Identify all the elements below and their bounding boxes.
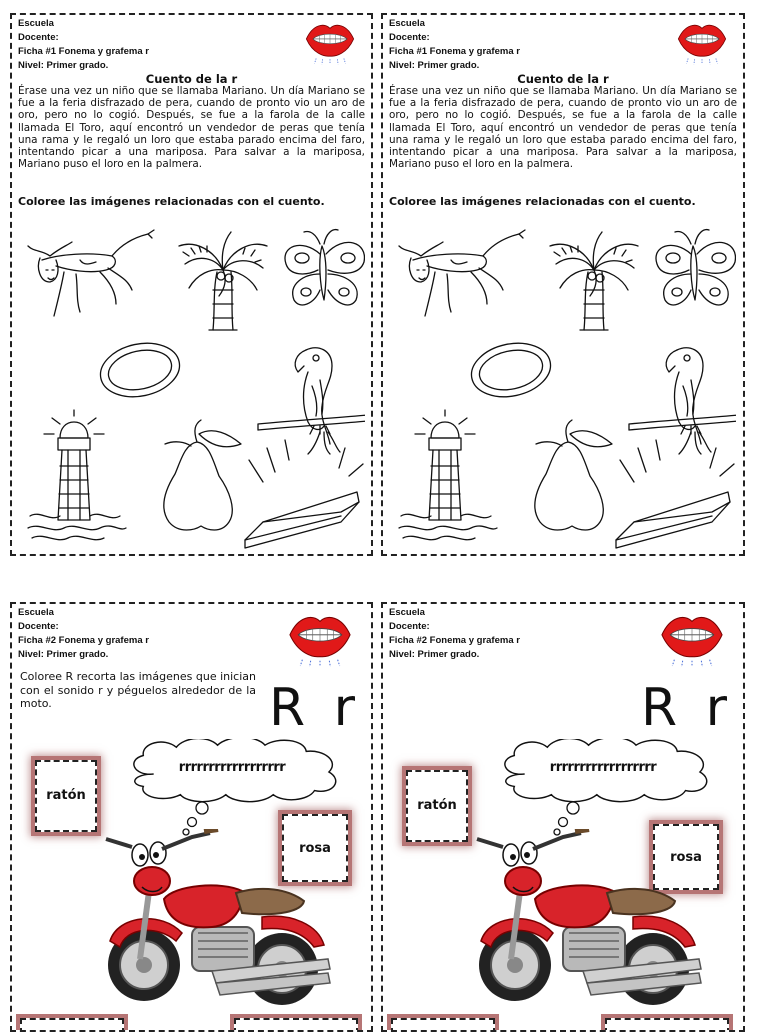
lips-icon [299, 21, 361, 65]
school-label: Escuela [389, 607, 425, 618]
worksheet-number: Ficha #1 Fonema y grafema r [389, 46, 520, 57]
school-label: Escuela [18, 18, 54, 29]
big-letters: R r [640, 678, 733, 738]
bottom-card-left[interactable] [391, 1018, 495, 1032]
thought-cloud [122, 739, 342, 799]
worksheet-number: Ficha #2 Fonema y grafema r [389, 635, 520, 646]
lips-icon [275, 612, 365, 668]
story-text: Érase una vez un niño que se llamaba Mariano. Un día Mariano se fue a la feria disfrazado de pera, cuando de pronto vio un aro de oro, pero no lo cogió. Después, se fue a la farola de la calle llamada El Toro, aquí encontró un vendedor de peras que tenía una rama y le regaló un loro que estaba parado encima del faro, intentando picar a una mariposa. Para salvar a la mariposa, Mariano puso el loro en la palmera. [389, 85, 737, 171]
school-label: Escuela [18, 607, 54, 618]
worksheet-3 [10, 602, 373, 1032]
worksheet-4 [381, 602, 745, 1032]
school-label: Escuela [389, 18, 425, 29]
grade-level: Nivel: Primer grado. [389, 60, 480, 71]
cloud-sound-text: rrrrrrrrrrrrrrrrrr [178, 760, 286, 775]
story-title: Cuento de la r [145, 72, 238, 86]
thought-cloud [493, 739, 713, 799]
worksheet-header [18, 606, 149, 662]
worksheet-header [389, 17, 520, 73]
story-illustrations [20, 220, 365, 550]
teacher-label: Docente: [18, 32, 59, 43]
motorcycle-icon [453, 829, 723, 1009]
grade-level: Nivel: Primer grado. [18, 649, 109, 660]
card-word: ratón [417, 798, 457, 813]
worksheet-number: Ficha #1 Fonema y grafema r [18, 46, 149, 57]
card-word: rosa [299, 840, 331, 856]
teacher-label: Docente: [389, 621, 430, 632]
worksheet-header [389, 606, 520, 662]
motorcycle-icon [82, 829, 352, 1009]
bottom-card-right[interactable] [605, 1018, 729, 1032]
raton-card[interactable] [35, 760, 97, 832]
coloring-pictures-icon [20, 220, 365, 550]
card-word: ratón [46, 788, 86, 803]
bottom-card-right[interactable] [234, 1018, 358, 1032]
bottom-card-left[interactable] [20, 1018, 124, 1032]
worksheet-header [18, 17, 149, 73]
grade-level: Nivel: Primer grado. [389, 649, 480, 660]
grade-level: Nivel: Primer grado. [18, 60, 109, 71]
worksheet-1 [10, 13, 373, 556]
coloring-instruction: Coloree las imágenes relacionadas con el cuento. [389, 195, 696, 208]
story-title: Cuento de la r [517, 72, 609, 86]
lips-icon [647, 612, 737, 668]
coloring-instruction: Coloree las imágenes relacionadas con el cuento. [18, 195, 325, 208]
cloud-sound-text: rrrrrrrrrrrrrrrrrr [549, 760, 657, 775]
coloring-pictures-icon [391, 220, 736, 550]
lips-icon [671, 21, 733, 65]
story-text: Érase una vez un niño que se llamaba Mariano. Un día Mariano se fue a la feria disfrazado de pera, cuando de pronto vio un aro de oro, pero no lo cogió. Después, se fue a la farola de la calle llamada El Toro, aquí encontró un vendedor de peras que tenía una rama y le regaló un loro que estaba parado encima del faro, intentando picar a una mariposa. Para salvar a la mariposa, Mariano puso el loro en la palmera. [18, 85, 365, 171]
big-letters: R r [268, 678, 361, 738]
worksheet-2 [381, 13, 745, 556]
teacher-label: Docente: [389, 32, 430, 43]
worksheet-number: Ficha #2 Fonema y grafema r [18, 635, 149, 646]
teacher-label: Docente: [18, 621, 59, 632]
story-illustrations [391, 220, 736, 550]
card-word: rosa [670, 849, 702, 865]
cut-paste-instruction: Coloree R recorta las imágenes que inician con el sonido r y péguelos alrededor de la moto. [20, 670, 256, 710]
